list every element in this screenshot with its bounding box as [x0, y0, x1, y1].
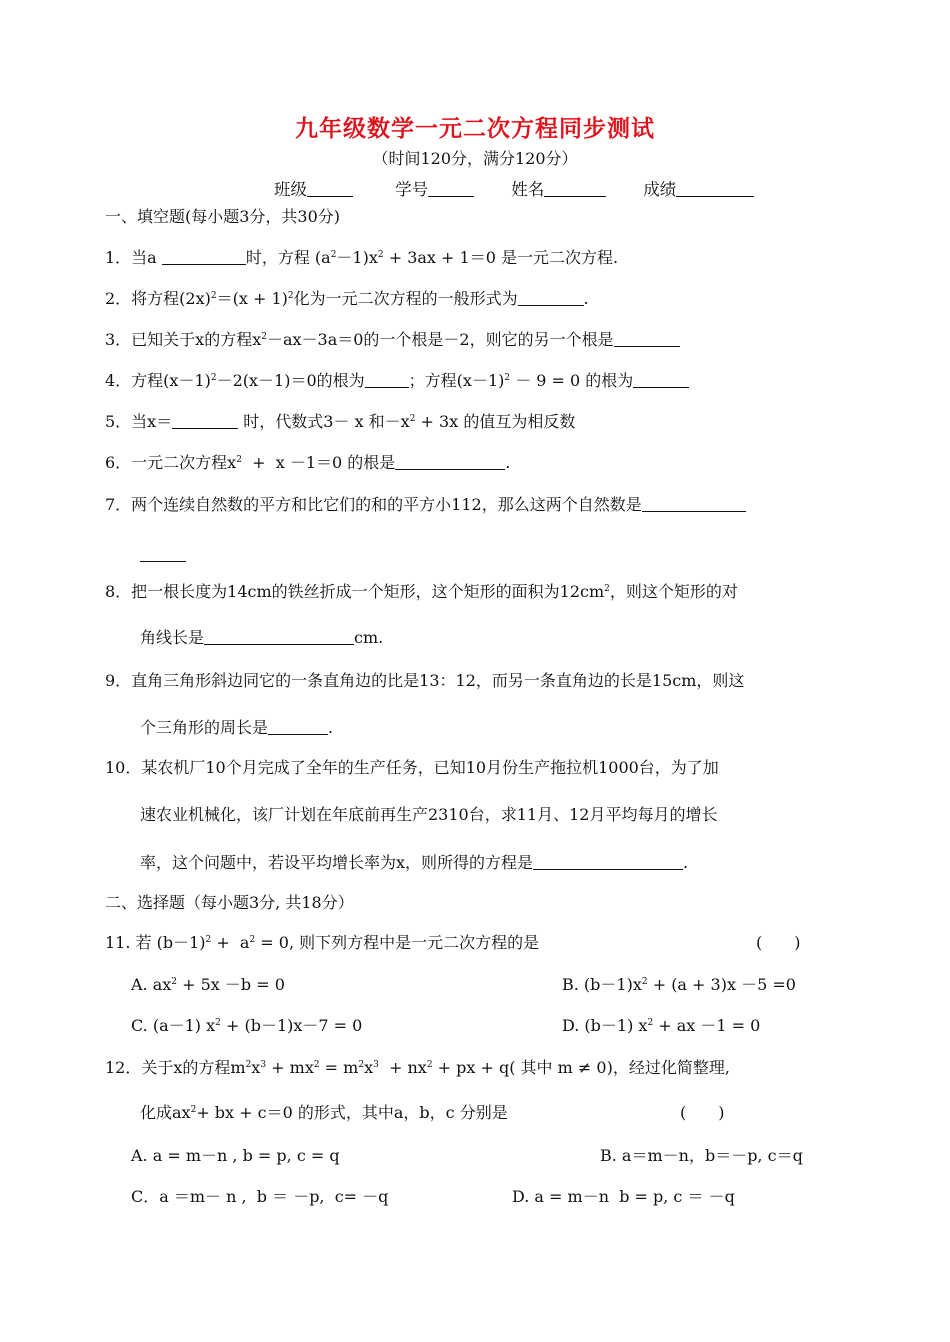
exam-time-score: （时间120分，满分120分）: [372, 149, 578, 168]
student-info-row: [274, 178, 770, 202]
question-12-continuation: 化成$ax^2+$ bx + c＝0 的形式，其中a，b，c 分别是: [140, 1103, 508, 1122]
answer-paren: ( ): [680, 1103, 725, 1122]
answer-blank: [642, 495, 746, 512]
question-8-continuation: 角线长是 cm.: [140, 628, 384, 647]
answer-blank: [204, 628, 354, 645]
answer-blank: [268, 718, 328, 735]
number-blank: [428, 180, 474, 197]
answer-blank: [395, 453, 505, 470]
section-heading-multiple-choice: 二、选择题（每小题3分, 共18分）: [105, 893, 354, 912]
option-b: B. $(b-1)x^2 + (a + 3)x -5 =0$: [562, 975, 796, 994]
question-1: 1．当a 时，方程 $(a^2-1)x^2 + 3ax + 1=0$ 是一元二次方程.: [105, 248, 619, 267]
score-field: 成绩: [643, 180, 754, 199]
question-10-line-3: 率，这个问题中，若设平均增长率为x，则所得的方程是 .: [140, 853, 689, 872]
name-blank: [544, 180, 606, 197]
name-field: 姓名: [511, 180, 606, 199]
question-9: 9．直角三角形斜边同它的一条直角边的比是13：12，而另一条直角边的长是15cm，则这: [105, 671, 745, 690]
question-12: 12．关于x的方程$m^2x^3 + mx^2 = m^2x^3 + nx^2$ + px + q( 其中 m ≠ 0)，经过化简整理,: [105, 1058, 730, 1077]
option-b: B. a＝m－n，b＝－p, c＝q: [600, 1146, 803, 1165]
question-7-continuation: [140, 543, 186, 567]
question-10: 10．某农机厂10个月完成了全年的生产任务，已知10月份生产拖拉机1000台，为了加: [105, 758, 719, 777]
page-title: 九年级数学一元二次方程同步测试: [295, 116, 655, 142]
answer-paren: ( ): [756, 933, 801, 952]
question-8: 8．把一根长度为14cm的铁丝折成一个矩形，这个矩形的面积为$12cm^2$，则这个矩形的对: [105, 582, 738, 601]
question-3: 3．已知关于x的方程$x^2-ax-3a=0$的一个根是－2，则它的另一个根是: [105, 328, 680, 352]
option-a: A. $ax^2 + 5x -b = 0$: [131, 975, 285, 994]
answer-blank: [614, 330, 680, 347]
number-field: 学号: [395, 180, 474, 199]
option-c: C. (a－1) $x^2 + (b-1)x-7 = 0$: [131, 1016, 363, 1035]
answer-blank: [172, 412, 238, 429]
question-11: 11. 若 $(b-1)^2 + a^2 = 0$, 则下列方程中是一元二次方程的是: [105, 933, 540, 952]
question-6: 6．一元二次方程$x^2 + x -1=0$ 的根是 .: [105, 453, 511, 472]
question-9-continuation: 个三角形的周长是 .: [140, 718, 334, 737]
question-5: 5．当x＝ 时，代数式3－ x 和$-x^2 + 3x$ 的值互为相反数: [105, 412, 576, 431]
option-c: C．a ＝m－ n , b ＝ －p, c= －q: [131, 1187, 389, 1206]
option-a: A. a = m－n , b = p, c = q: [131, 1146, 340, 1165]
question-2: 2．将方程$(2x)^2=(x + 1)^2$化为一元二次方程的一般形式为 .: [105, 289, 589, 308]
question-7: 7．两个连续自然数的平方和比它们的和的平方小112，那么这两个自然数是: [105, 493, 746, 517]
class-blank: [307, 180, 353, 197]
question-10-line-2: 速农业机械化，该厂计划在年底前再生产2310台，求11月、12月平均每月的增长: [140, 805, 718, 824]
question-4: 4．方程$(x-1)^2-2(x-1)=0$的根为 ；方程$(x-1)^2 - 9 = 0$ 的根为: [105, 369, 689, 393]
class-field: 班级: [274, 180, 353, 199]
answer-blank: [365, 371, 409, 388]
score-blank: [676, 180, 754, 197]
option-d: D. (b－1) $x^2$ + ax －1 = 0: [562, 1016, 761, 1035]
answer-blank: [518, 289, 584, 306]
option-d: D. a = m－n b = p, c ＝ －q: [512, 1187, 735, 1206]
answer-blank: [140, 545, 186, 562]
answer-blank: [162, 248, 246, 265]
section-heading-fill-blank: 一、填空题(每小题3分，共30分): [105, 207, 341, 226]
answer-blank: [633, 371, 689, 388]
answer-blank: [533, 853, 683, 870]
